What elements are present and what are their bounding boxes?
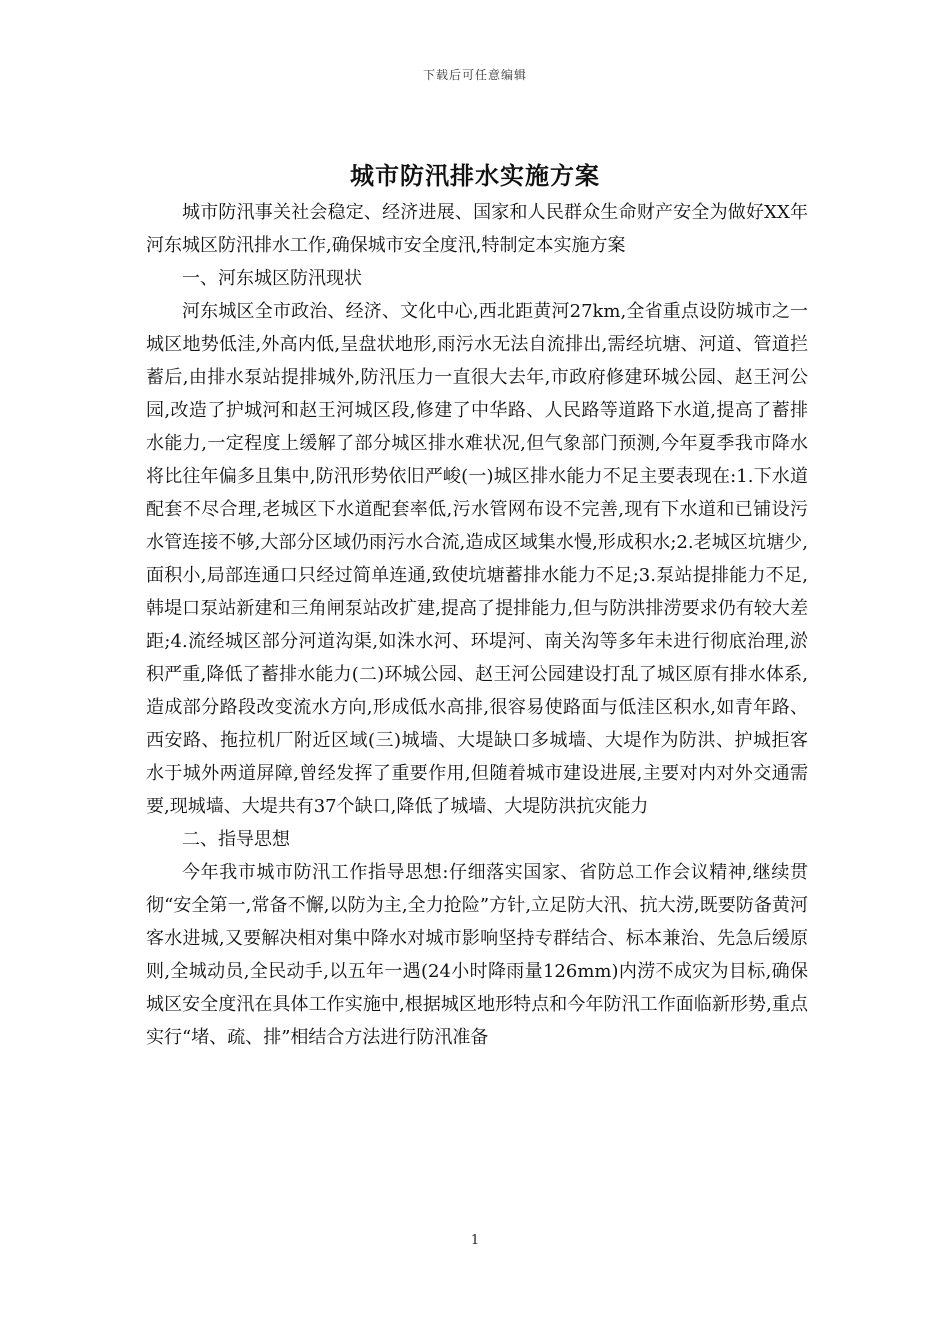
intro-paragraph: 城市防汛事关社会稳定、经济进展、国家和人民群众生命财产安全为做好XX年河东城区防汛排水工作,确保城市安全度汛,特制定本实施方案 — [146, 202, 808, 256]
document-body — [146, 196, 808, 1054]
section-heading-status: 一、河东城区防汛现状 — [182, 268, 362, 289]
guidance-paragraph: 今年我市城市防汛工作指导思想:仔细落实国家、省防总工作会议精神,继续贯彻“安全第一,常备不懈,以防为主,全力抢险”方针,立足防大汛、抗大涝,既要防备黄河客水进城,又要解决相对集中降水对城市影响坚持专群结合、标本兼治、先急后缓原则,全城动员,全民动手,以五年一遇(24小时降雨量126mm)内涝不成灾为目标,确保城区安全度汛在具体工作实施中,根据城区地形特点和今年防汛工作面临新形势,重点实行“堵、疏、排”相结合方法进行防汛准备 — [146, 862, 808, 1048]
status-paragraph: 河东城区全市政治、经济、文化中心,西北距黄河27km,全省重点设防城市之一城区地势低洼,外高内低,呈盘状地形,雨污水无法自流排出,需经坑塘、河道、管道拦蓄后,由排水泵站提排城外,防汛压力一直很大去年,市政府修建环城公园、赵王河公园,改造了护城河和赵王河城区段,修建了中华路、人民路等道路下水道,提高了蓄排水能力,一定程度上缓解了部分城区排水难状况,但气象部门预测,今年夏季我市降水将比往年偏多且集中,防汛形势依旧严峻(一)城区排水能力不足主要表现在:1.下水道配套不尽合理,老城区下水道配套率低,污水管网布设不完善,现有下水道和已铺设污水管连接不够,大部分区域仍雨污水合流,造成区域集水慢,形成积水;2.老城区坑塘少,面积小,局部连通口只经过简单连通,致使坑塘蓄排水能力不足;3.泵站提排能力不足,韩堤口泵站新建和三角闸泵站改扩建,提高了提排能力,但与防洪排涝要求仍有较大差距;4.流经城区部分河道沟渠,如洙水河、环堤河、南关沟等多年未进行彻底治理,淤积严重,降低了蓄排水能力(二)环城公园、赵王河公园建设打乱了城区原有排水体系,造成部分路段改变流水方向,形成低水高排,很容易使路面与低洼区积水,如青年路、西安路、拖拉机厂附近区域(三)城墙、大堤缺口多城墙、大堤作为防洪、护城拒客水于城外两道屏障,曾经发挥了重要作用,但随着城市建设进展,主要对内对外交通需要,现城墙、大堤共有37个缺口,降低了城墙、大堤防洪抗灾能力 — [146, 301, 808, 817]
document-title: 城市防汛排水实施方案 — [350, 161, 600, 190]
header-note: 下载后可任意编辑 — [422, 68, 527, 82]
section-heading-guidance: 二、指导思想 — [182, 829, 290, 850]
page-number: 1 — [470, 1233, 480, 1248]
